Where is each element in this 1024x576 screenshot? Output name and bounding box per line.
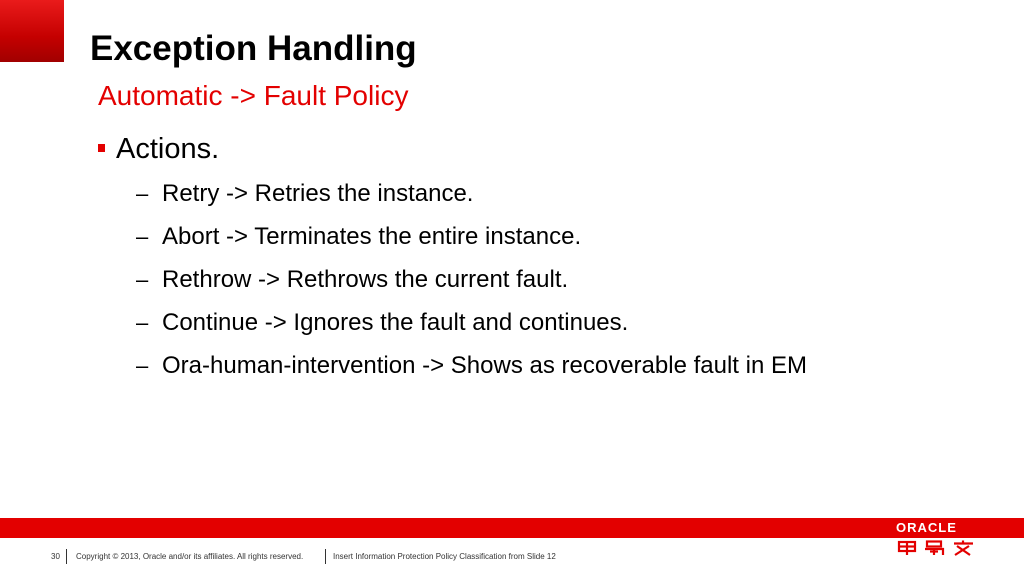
oracle-chinese-logo-icon (897, 540, 975, 556)
footer-divider (325, 549, 326, 564)
dash-bullet-icon: – (136, 267, 149, 292)
dash-bullet-icon: – (136, 224, 149, 249)
footer-red-bar (0, 518, 1024, 538)
sub-bullet-text: Abort -> Terminates the entire instance. (162, 223, 582, 250)
square-bullet-icon (98, 144, 105, 152)
dash-bullet-icon: – (136, 310, 149, 335)
oracle-logo: ORACLE (896, 520, 957, 535)
sub-bullet-text: Continue -> Ignores the fault and continues. (162, 309, 629, 336)
bullet-text: Actions. (116, 133, 220, 165)
sub-bullet-text: Rethrow -> Rethrows the current fault. (162, 266, 569, 293)
dash-bullet-icon: – (136, 353, 149, 378)
sub-bullet-text: Retry -> Retries the instance. (162, 180, 474, 207)
classification-text: Insert Information Protection Policy Classification from Slide 12 (333, 552, 556, 561)
dash-bullet-icon: – (136, 181, 149, 206)
page-number: 30 (51, 552, 60, 561)
footer-divider (66, 549, 67, 564)
copyright-text: Copyright © 2013, Oracle and/or its affiliates. All rights reserved. (76, 552, 304, 561)
slide-title: Exception Handling (90, 29, 417, 68)
corner-accent-block (0, 0, 64, 62)
sub-bullet-text: Ora-human-intervention -> Shows as recoverable fault in EM (162, 352, 807, 379)
slide-subtitle: Automatic -> Fault Policy (98, 80, 409, 111)
